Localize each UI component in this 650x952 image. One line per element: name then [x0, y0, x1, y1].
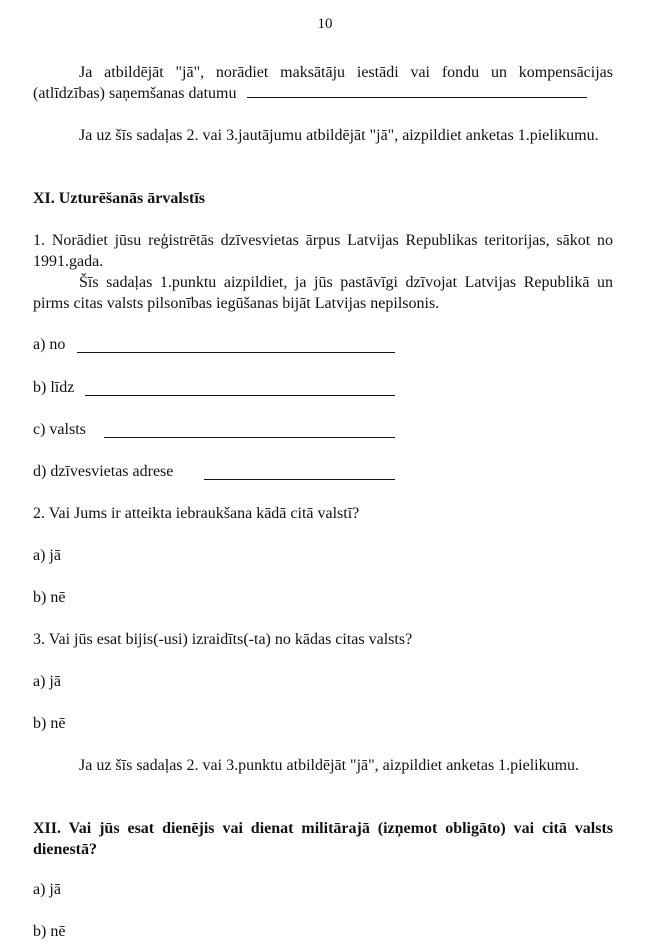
section-xi-annex-note: Ja uz šīs sadaļas 2. vai 3.punktu atbildējāt "jā", aizpildiet anketas 1.pielikumu.: [79, 757, 580, 774]
field-row-address: [33, 461, 403, 482]
xii-option-no[interactable]: b) nē: [33, 923, 66, 940]
section-xi-question-1: 1. Norādiet jūsu reģistrētās dzīvesvietas ārpus Latvijas Republikas teritorijas, sākot no 1991.gada.: [33, 232, 613, 270]
field-line-address[interactable]: [204, 479, 395, 480]
field-label-to: b) līdz: [33, 379, 75, 396]
q3-option-no[interactable]: b) nē: [33, 715, 66, 732]
section-xi-question-2: 2. Vai Jums ir atteikta iebraukšana kādā citā valstī?: [33, 505, 360, 522]
field-line-from[interactable]: [77, 352, 395, 353]
field-line-to[interactable]: [85, 395, 395, 396]
xii-option-yes[interactable]: a) jā: [33, 881, 61, 898]
section-xi-question-3: 3. Vai jūs esat bijis(-usi) izraidīts(-ta) no kādas citas valsts?: [33, 631, 413, 648]
page-number: 10: [317, 16, 333, 32]
field-line-country[interactable]: [104, 437, 395, 438]
field-label-from: a) no: [33, 336, 66, 353]
q2-option-yes[interactable]: a) jā: [33, 547, 61, 564]
compensation-text: Ja atbildējāt "jā", norādiet maksātāju iestādi vai fondu un kompensācijas (atlīdzības) saņemšanas datumu: [33, 64, 613, 102]
field-row-to: [33, 377, 403, 398]
q3-option-yes[interactable]: a) jā: [33, 673, 61, 690]
section-xii-title: XII. Vai jūs esat dienējis vai dienat militārajā (izņemot obligāto) vai citā valsts dienestā?: [33, 820, 613, 858]
field-label-country: c) valsts: [33, 421, 86, 438]
field-row-country: [33, 419, 403, 440]
field-label-address: d) dzīvesvietas adrese: [33, 463, 174, 480]
compensation-paragraph: [33, 62, 613, 104]
section-xi-question-1-note: Šīs sadaļas 1.punktu aizpildiet, ja jūs pastāvīgi dzīvojat Latvijas Republikā un pirms citas valsts pilsonības iegūšanas bijāt Latvijas nepilsonis.: [33, 274, 613, 312]
section-xi-title: XI. Uzturēšanās ārvalstīs: [33, 190, 205, 207]
q2-option-no[interactable]: b) nē: [33, 589, 66, 606]
field-row-from: [33, 334, 403, 355]
annex-instruction-paragraph: Ja uz šīs sadaļas 2. vai 3.jautājumu atbildējāt "jā", aizpildiet anketas 1.pielikumu.: [79, 127, 599, 144]
compensation-answer-line[interactable]: [247, 83, 587, 98]
